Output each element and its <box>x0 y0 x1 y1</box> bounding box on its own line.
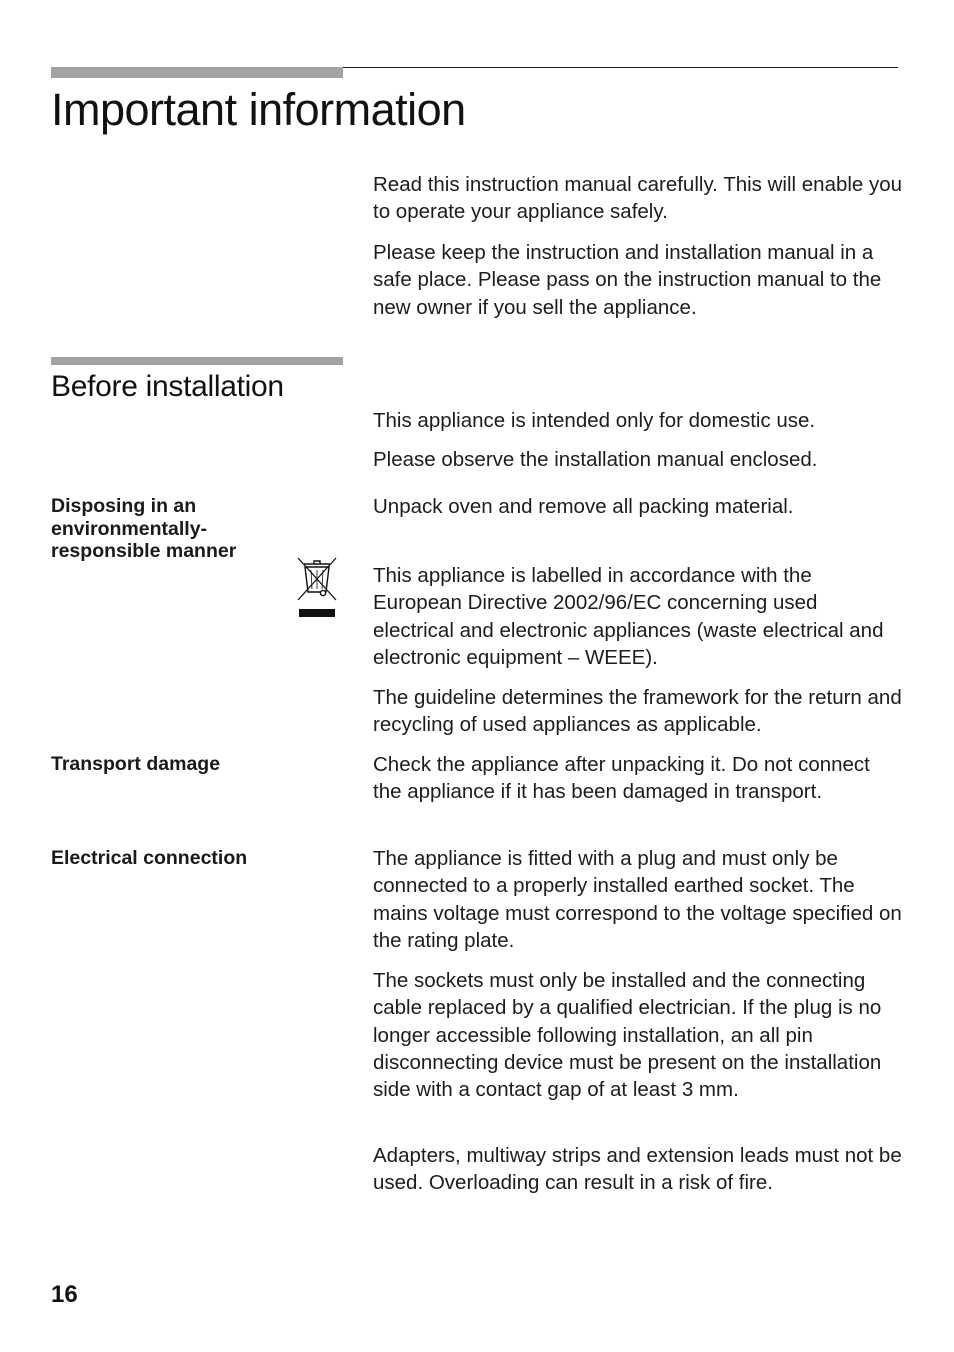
transport-damage-label: Transport damage <box>51 753 221 775</box>
disposal-label: Disposing in an environmentally-responsible manner <box>51 495 237 562</box>
recycling-paragraph: The guideline determines the framework for the return and recycling of used appliances as applicable. <box>373 686 902 737</box>
electrical-connection-label: Electrical connection <box>51 847 248 869</box>
domestic-use-paragraph: This appliance is intended only for domestic use. <box>373 409 816 432</box>
adapters-warning-paragraph: Adapters, multiway strips and extension leads must not be used. Overloading can result in a risk of fire. <box>373 1144 902 1195</box>
page-number: 16 <box>51 1281 78 1308</box>
weee-paragraph: This appliance is labelled in accordance with the European Directive 2002/96/EC concerning used electrical and electronic appliances (waste electrical and electronic equipment – WEEE). <box>373 564 884 669</box>
header-rule-bar <box>51 67 343 78</box>
electrical-socket-paragraph: The sockets must only be installed and the connecting cable replaced by a qualified electrician. If the plug is no longer accessible following installation, an all pin disconnecting device must be present on the installation side with a contact gap of at least 3 mm. <box>373 969 882 1102</box>
header-rule-line <box>343 67 898 68</box>
electrical-plug-paragraph: The appliance is fitted with a plug and must only be connected to a properly installed earthed socket. The mains voltage must correspond to the voltage specified on the rating plate. <box>373 847 902 952</box>
intro-paragraph-2: Please keep the instruction and installation manual in a safe place. Please pass on the instruction manual to the new owner if you sell the appliance. <box>373 241 882 319</box>
installation-manual-paragraph: Please observe the installation manual enclosed. <box>373 448 818 471</box>
section-rule-bar <box>51 357 343 365</box>
crossed-out-wheelie-bin-icon <box>295 556 339 620</box>
unpack-paragraph: Unpack oven and remove all packing material. <box>373 495 794 518</box>
transport-damage-paragraph: Check the appliance after unpacking it. Do not connect the appliance if it has been damaged in transport. <box>373 753 870 804</box>
intro-paragraph-1: Read this instruction manual carefully. This will enable you to operate your appliance safely. <box>373 173 903 224</box>
section-title-before-installation: Before installation <box>51 370 284 403</box>
page-title: Important information <box>51 84 466 135</box>
